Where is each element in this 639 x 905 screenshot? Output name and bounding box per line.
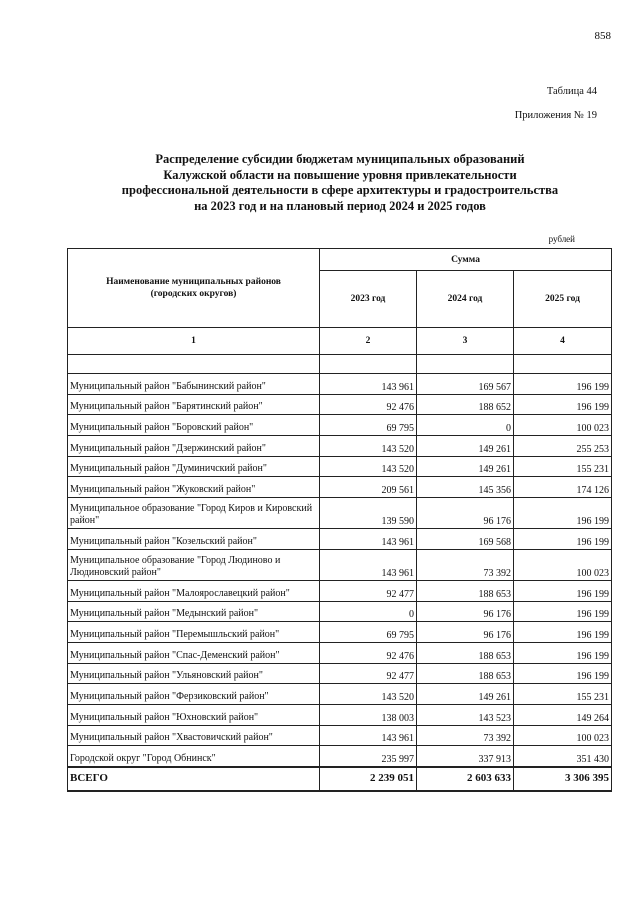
table-row bbox=[68, 477, 612, 498]
total-row bbox=[68, 767, 612, 791]
amount-2023: 209 561 bbox=[320, 477, 417, 498]
header-sum: Сумма bbox=[320, 249, 612, 271]
amount-2023: 0 bbox=[320, 601, 417, 622]
column-index: 2 bbox=[320, 328, 417, 355]
amount-2024: 73 392 bbox=[417, 549, 514, 580]
title-line: Калужской области на повышение уровня привлекательности bbox=[163, 167, 517, 182]
municipality-name: Муниципальный район "Спас-Деменский район" bbox=[68, 642, 320, 663]
amount-2023: 143 520 bbox=[320, 456, 417, 477]
amount-2024: 188 653 bbox=[417, 642, 514, 663]
amount-2023: 143 961 bbox=[320, 549, 417, 580]
amount-2023: 143 520 bbox=[320, 684, 417, 705]
table-row bbox=[68, 529, 612, 550]
amount-2024: 149 261 bbox=[417, 684, 514, 705]
appendix-reference: Приложения № 19 bbox=[514, 110, 597, 121]
table-row bbox=[68, 498, 612, 529]
amount-2023: 92 476 bbox=[320, 394, 417, 415]
column-index: 3 bbox=[417, 328, 514, 355]
amount-2024: 96 176 bbox=[417, 498, 514, 529]
amount-2024: 0 bbox=[417, 415, 514, 436]
title-line: на 2023 год и на плановый период 2024 и 2025 годов bbox=[194, 198, 486, 213]
amount-2024: 188 653 bbox=[417, 580, 514, 601]
title-line: Распределение субсидии бюджетам муниципальных образований bbox=[155, 152, 525, 166]
amount-2025: 155 231 bbox=[514, 456, 612, 477]
header-year-2025: 2025 год bbox=[514, 271, 612, 328]
amount-2024: 169 568 bbox=[417, 529, 514, 550]
table-row bbox=[68, 663, 612, 684]
amount-2023: 143 961 bbox=[320, 529, 417, 550]
amount-2025: 351 430 bbox=[514, 746, 612, 767]
header-year-2024: 2024 год bbox=[417, 271, 514, 328]
municipality-name: Муниципальный район "Медынский район" bbox=[68, 601, 320, 622]
total-2023: 2 239 051 bbox=[320, 767, 417, 791]
units-label: рублей bbox=[548, 234, 575, 244]
amount-2025: 196 199 bbox=[514, 601, 612, 622]
table-body bbox=[68, 355, 612, 767]
table-row bbox=[68, 436, 612, 457]
amount-2023: 92 476 bbox=[320, 642, 417, 663]
municipality-name: Муниципальный район "Жуковский район" bbox=[68, 477, 320, 498]
municipality-name: Муниципальный район "Барятинский район" bbox=[68, 394, 320, 415]
column-index: 4 bbox=[514, 328, 612, 355]
amount-2025: 196 199 bbox=[514, 529, 612, 550]
municipality-name: Муниципальный район "Перемышльский район" bbox=[68, 622, 320, 643]
municipality-name: Муниципальный район "Дзержинский район" bbox=[68, 436, 320, 457]
document-title bbox=[60, 152, 620, 214]
municipality-name: Муниципальный район "Боровский район" bbox=[68, 415, 320, 436]
amount-2025: 196 199 bbox=[514, 394, 612, 415]
municipality-name: Муниципальный район "Хвастовичский район" bbox=[68, 725, 320, 746]
total-label: ВСЕГО bbox=[68, 767, 320, 791]
amount-2025: 149 264 bbox=[514, 704, 612, 725]
amount-2023: 69 795 bbox=[320, 622, 417, 643]
amount-2023: 138 003 bbox=[320, 704, 417, 725]
table-row bbox=[68, 456, 612, 477]
table-row bbox=[68, 415, 612, 436]
amount-2024: 188 653 bbox=[417, 663, 514, 684]
amount-2024: 149 261 bbox=[417, 456, 514, 477]
municipality-name: Муниципальный район "Бабынинский район" bbox=[68, 374, 320, 395]
municipality-name: Муниципальный район "Юхновский район" bbox=[68, 704, 320, 725]
spacer-row bbox=[68, 355, 612, 374]
municipality-name: Муниципальное образование "Город Киров и Кировский район" bbox=[68, 498, 320, 529]
table-row bbox=[68, 394, 612, 415]
amount-2025: 100 023 bbox=[514, 549, 612, 580]
amount-2025: 155 231 bbox=[514, 684, 612, 705]
title-line: профессиональной деятельности в сфере архитектуры и градостроительства bbox=[121, 183, 559, 197]
amount-2024: 96 176 bbox=[417, 622, 514, 643]
table-row bbox=[68, 601, 612, 622]
amount-2025: 196 199 bbox=[514, 663, 612, 684]
amount-2023: 235 997 bbox=[320, 746, 417, 767]
amount-2025: 100 023 bbox=[514, 415, 612, 436]
table-row bbox=[68, 642, 612, 663]
municipality-name: Муниципальный район "Ульяновский район" bbox=[68, 663, 320, 684]
table-row bbox=[68, 622, 612, 643]
amount-2023: 143 961 bbox=[320, 374, 417, 395]
amount-2023: 69 795 bbox=[320, 415, 417, 436]
total-2024: 2 603 633 bbox=[417, 767, 514, 791]
header-name: Наименование муниципальных районов (городских округов) bbox=[68, 249, 320, 328]
amount-2023: 92 477 bbox=[320, 663, 417, 684]
amount-2025: 196 199 bbox=[514, 622, 612, 643]
municipality-name: Муниципальный район "Малоярославецкий район" bbox=[68, 580, 320, 601]
amount-2024: 149 261 bbox=[417, 436, 514, 457]
subsidy-table bbox=[67, 248, 612, 792]
table-row bbox=[68, 704, 612, 725]
amount-2024: 337 913 bbox=[417, 746, 514, 767]
amount-2025: 255 253 bbox=[514, 436, 612, 457]
amount-2024: 96 176 bbox=[417, 601, 514, 622]
table-reference: Таблица 44 bbox=[546, 86, 597, 97]
table-row bbox=[68, 374, 612, 395]
amount-2023: 92 477 bbox=[320, 580, 417, 601]
amount-2025: 196 199 bbox=[514, 374, 612, 395]
amount-2025: 100 023 bbox=[514, 725, 612, 746]
amount-2025: 174 126 bbox=[514, 477, 612, 498]
table-row bbox=[68, 746, 612, 767]
page-number: 858 bbox=[594, 30, 611, 42]
amount-2025: 196 199 bbox=[514, 498, 612, 529]
table-row bbox=[68, 684, 612, 705]
amount-2025: 196 199 bbox=[514, 642, 612, 663]
amount-2024: 169 567 bbox=[417, 374, 514, 395]
amount-2024: 73 392 bbox=[417, 725, 514, 746]
municipality-name: Муниципальный район "Козельский район" bbox=[68, 529, 320, 550]
header-year-2023: 2023 год bbox=[320, 271, 417, 328]
table-row bbox=[68, 725, 612, 746]
municipality-name: Муниципальное образование "Город Людиново и Людиновский район" bbox=[68, 549, 320, 580]
total-2025: 3 306 395 bbox=[514, 767, 612, 791]
amount-2024: 188 652 bbox=[417, 394, 514, 415]
municipality-name: Муниципальный район "Ферзиковский район" bbox=[68, 684, 320, 705]
amount-2023: 143 520 bbox=[320, 436, 417, 457]
amount-2024: 145 356 bbox=[417, 477, 514, 498]
amount-2025: 196 199 bbox=[514, 580, 612, 601]
table-row bbox=[68, 580, 612, 601]
municipality-name: Городской округ "Город Обнинск" bbox=[68, 746, 320, 767]
amount-2024: 143 523 bbox=[417, 704, 514, 725]
column-index: 1 bbox=[68, 328, 320, 355]
municipality-name: Муниципальный район "Думиничский район" bbox=[68, 456, 320, 477]
amount-2023: 139 590 bbox=[320, 498, 417, 529]
table-row bbox=[68, 549, 612, 580]
amount-2023: 143 961 bbox=[320, 725, 417, 746]
